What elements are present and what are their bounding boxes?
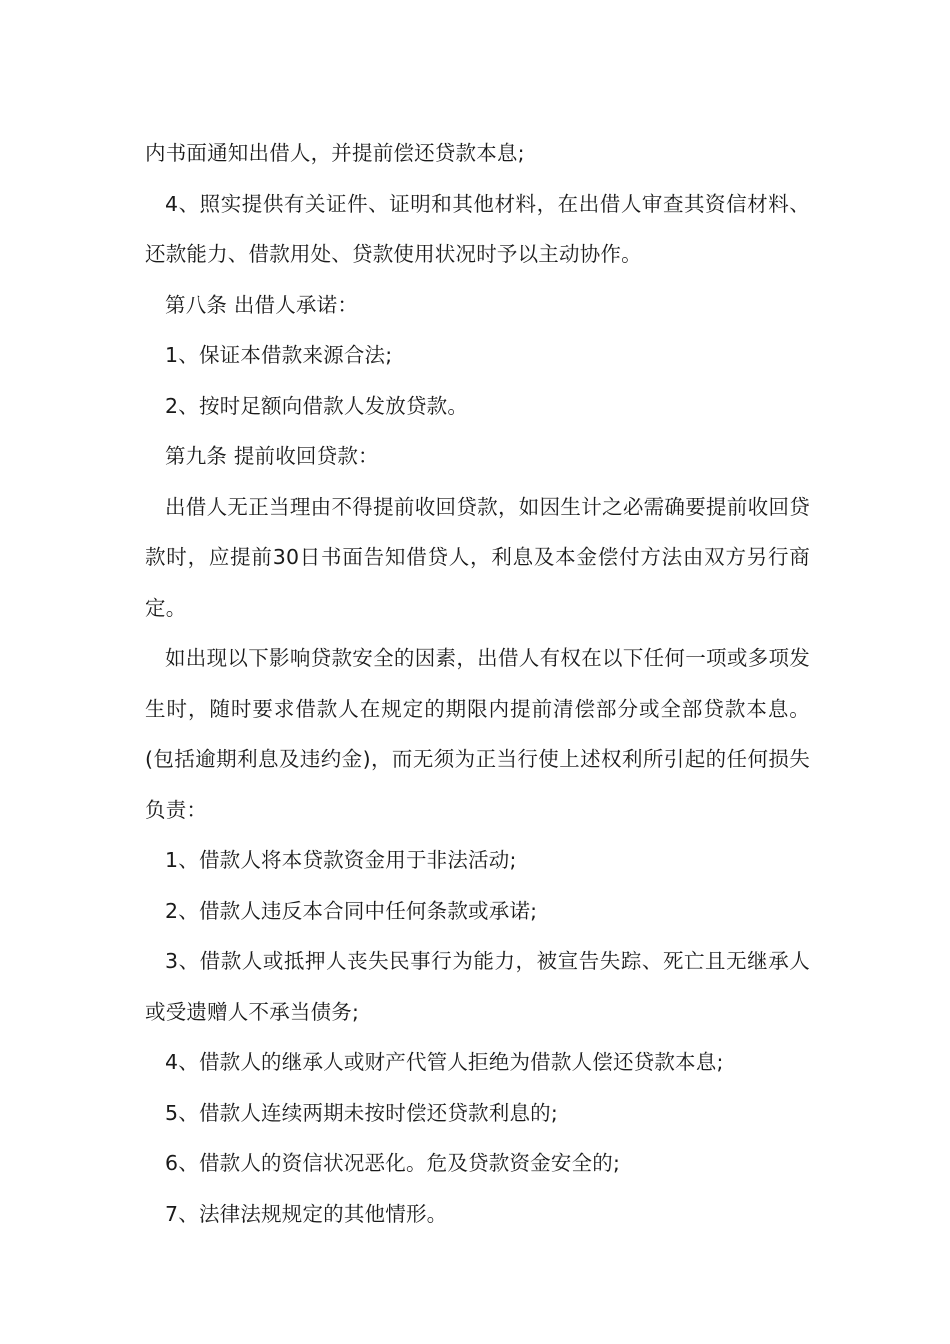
- article-9-item-5: 5、借款人连续两期未按时偿还贷款利息的;: [165, 1100, 558, 1125]
- article-9-heading: 第九条 提前收回贷款：: [165, 444, 379, 468]
- article-9-item-1: 1、借款人将本贷款资金用于非法活动;: [165, 848, 517, 872]
- article-8-item-2: 2、按时足额向借款人发放贷款。: [165, 393, 469, 418]
- article-9-paragraph-1: 出借人无正当理由不得提前收回贷款，如因生计之必需确要提前收回贷款时，应提前30日书面告知借贷人，利息及本金偿付方法由双方另行商定。: [145, 494, 810, 620]
- paragraph-item-4: 4、照实提供有关证件、证明和其他材料，在出借人审查其资信材料、还款能力、借款用处、贷款使用状况时予以主动协作。: [145, 191, 810, 266]
- article-8-item-1: 1、保证本借款来源合法;: [165, 343, 393, 367]
- article-9-item-3: 3、借款人或抵押人丧失民事行为能力，被宣告失踪、死亡且无继承人或受遗赠人不承当债务;: [145, 949, 810, 1024]
- paragraph-continuation: 内书面通知出借人，并提前偿还贷款本息;: [145, 141, 525, 165]
- article-9-item-6: 6、借款人的资信状况恶化。危及贷款资金安全的;: [165, 1151, 621, 1175]
- article-8-heading: 第八条 出借人承诺：: [165, 292, 359, 317]
- article-9-item-2: 2、借款人违反本合同中任何条款或承诺;: [165, 898, 538, 923]
- article-9-paragraph-2: 如出现以下影响贷款安全的因素，出借人有权在以下任何一项或多项发生时，随时要求借款人在规定的期限内提前清偿部分或全部贷款本息。(包括逾期利息及违约金)，而无须为正当行使上述权利所引起的任何损失负责：: [145, 646, 810, 822]
- document-body: [145, 128, 810, 1239]
- article-9-item-4: 4、借款人的继承人或财产代管人拒绝为借款人偿还贷款本息;: [165, 1050, 724, 1074]
- article-9-item-7: 7、法律法规规定的其他情形。: [165, 1201, 448, 1226]
